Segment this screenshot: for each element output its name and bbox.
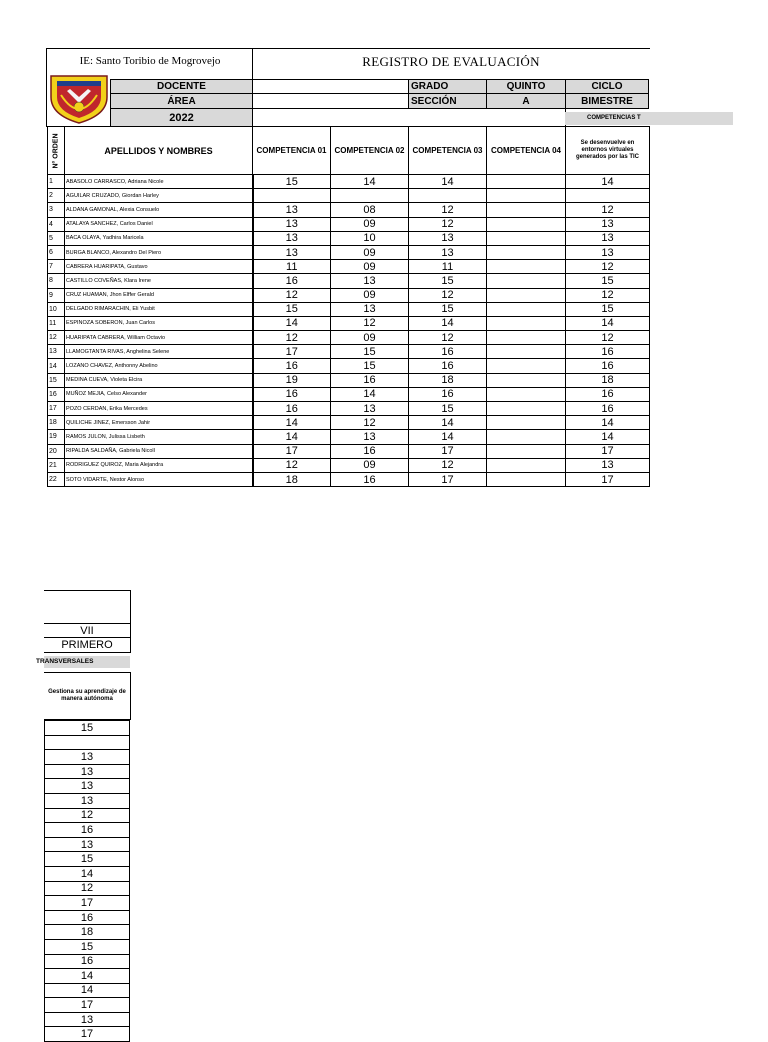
grade-autonomo[interactable]: 13 <box>45 1012 130 1027</box>
page-title: REGISTRO DE EVALUACIÓN <box>362 54 540 69</box>
grade-competencia-01[interactable]: 18 <box>253 472 331 486</box>
grade-competencia-01[interactable]: 19 <box>253 373 331 387</box>
grade-competencia-04[interactable] <box>487 331 566 345</box>
grade-autonomo[interactable]: 13 <box>45 837 130 852</box>
area-label: ÁREA <box>110 93 253 109</box>
grade-tic[interactable]: 15 <box>566 274 650 288</box>
row-number: 4 <box>48 217 65 231</box>
grade-competencia-02[interactable]: 09 <box>331 331 409 345</box>
grade-competencia-04[interactable] <box>487 288 566 302</box>
grade-competencia-02[interactable]: 09 <box>331 458 409 472</box>
student-row <box>48 302 650 316</box>
grade-tic[interactable]: 14 <box>566 416 650 430</box>
grade-competencia-03[interactable]: 15 <box>409 302 487 316</box>
comp3-header: COMPETENCIA 03 <box>409 127 487 175</box>
row-number: 6 <box>48 245 65 259</box>
student-row <box>48 416 650 430</box>
grade-tic[interactable]: 16 <box>566 402 650 416</box>
student-row <box>48 472 650 486</box>
grade-competencia-03[interactable]: 13 <box>409 245 487 259</box>
grade-competencia-02[interactable]: 09 <box>331 260 409 274</box>
grade-competencia-02[interactable]: 13 <box>331 302 409 316</box>
grade-autonomo[interactable]: 12 <box>45 881 130 896</box>
grade-tic[interactable]: 12 <box>566 331 650 345</box>
grade-autonomo[interactable]: 13 <box>45 793 130 808</box>
order-header-text: N° ORDEN <box>52 132 60 169</box>
grade-competencia-03[interactable]: 12 <box>409 203 487 217</box>
autonomo-row <box>45 808 130 823</box>
student-name: RODRIGUEZ QUIROZ, Maria Alejandra <box>65 458 253 472</box>
autonomo-row <box>45 823 130 838</box>
grade-competencia-03[interactable]: 12 <box>409 288 487 302</box>
grade-competencia-03[interactable]: 11 <box>409 260 487 274</box>
row-number: 8 <box>48 274 65 288</box>
grade-competencia-04[interactable] <box>487 430 566 444</box>
grade-competencia-04[interactable] <box>487 444 566 458</box>
grade-competencia-03[interactable]: 17 <box>409 472 487 486</box>
row-number: 13 <box>48 345 65 359</box>
grade-tic[interactable]: 13 <box>566 231 650 245</box>
grade-autonomo[interactable]: 17 <box>45 1027 130 1042</box>
student-row <box>48 316 650 330</box>
autonomo-row <box>45 721 130 736</box>
grade-tic[interactable]: 14 <box>566 175 650 189</box>
autonomo-row <box>45 954 130 969</box>
grade-competencia-03[interactable]: 16 <box>409 387 487 401</box>
school-crest-icon <box>48 73 110 125</box>
grade-tic[interactable]: 16 <box>566 345 650 359</box>
grade-competencia-01[interactable]: 13 <box>253 231 331 245</box>
grade-autonomo[interactable]: 13 <box>45 779 130 794</box>
autonomo-values-table <box>44 720 130 1042</box>
grade-tic[interactable]: 17 <box>566 472 650 486</box>
student-name: BACA OLAYA, Yadhira Maricela <box>65 231 253 245</box>
grade-autonomo[interactable]: 12 <box>45 808 130 823</box>
grade-competencia-03[interactable]: 14 <box>409 175 487 189</box>
row-number: 3 <box>48 203 65 217</box>
autonomo-row <box>45 881 130 896</box>
grade-competencia-04[interactable] <box>487 416 566 430</box>
ciclo-label: CICLO <box>565 79 649 94</box>
grade-competencia-04[interactable] <box>487 217 566 231</box>
grade-competencia-04[interactable] <box>487 302 566 316</box>
row-number: 2 <box>48 189 65 203</box>
student-name: POZO CERDAN, Erika Mercedes <box>65 402 253 416</box>
student-row <box>48 217 650 231</box>
autonomo-row <box>45 910 130 925</box>
grade-tic[interactable]: 16 <box>566 359 650 373</box>
grade-competencia-02[interactable]: 15 <box>331 359 409 373</box>
name-header: APELLIDOS Y NOMBRES <box>65 127 253 175</box>
row-number: 1 <box>48 175 65 189</box>
grade-competencia-02[interactable]: 09 <box>331 217 409 231</box>
area-field[interactable] <box>252 93 409 109</box>
autonomo-header-text: Gestiona su aprendizaje de manera autónoma <box>48 689 126 702</box>
grade-competencia-02[interactable]: 16 <box>331 373 409 387</box>
institution-name: IE: Santo Toribio de Mogrovejo <box>79 55 221 67</box>
grade-tic[interactable]: 18 <box>566 373 650 387</box>
student-name: HUARIPATA CABRERA, William Octavio <box>65 331 253 345</box>
grade-competencia-04[interactable] <box>487 260 566 274</box>
student-name: RIPALDA SALDAÑA, Gabriela Nicoll <box>65 444 253 458</box>
grade-competencia-02[interactable]: 09 <box>331 245 409 259</box>
row-number: 15 <box>48 373 65 387</box>
student-name: RAMOS JULON, Julissa Lisbeth <box>65 430 253 444</box>
row-number: 10 <box>48 302 65 316</box>
grade-competencia-04[interactable] <box>487 402 566 416</box>
grade-tic[interactable]: 12 <box>566 288 650 302</box>
student-row <box>48 189 650 203</box>
grade-competencia-01[interactable]: 16 <box>253 402 331 416</box>
grade-competencia-04[interactable] <box>487 231 566 245</box>
student-row <box>48 274 650 288</box>
student-row <box>48 430 650 444</box>
grade-competencia-02[interactable]: 15 <box>331 345 409 359</box>
grade-autonomo[interactable]: 14 <box>45 866 130 881</box>
student-name: MEDINA CUEVA, Violeta Elcira <box>65 373 253 387</box>
grade-competencia-04[interactable] <box>487 472 566 486</box>
grade-competencia-02[interactable]: 16 <box>331 472 409 486</box>
row-number: 5 <box>48 231 65 245</box>
grade-autonomo[interactable]: 15 <box>45 852 130 867</box>
grade-competencia-04[interactable] <box>487 359 566 373</box>
grade-competencia-03[interactable]: 16 <box>409 359 487 373</box>
row-number: 18 <box>48 416 65 430</box>
grade-competencia-02[interactable]: 13 <box>331 274 409 288</box>
row-number: 22 <box>48 472 65 486</box>
autonomo-row <box>45 779 130 794</box>
autonomo-row <box>45 735 130 750</box>
grade-competencia-03[interactable]: 14 <box>409 316 487 330</box>
student-row <box>48 458 650 472</box>
student-row <box>48 175 650 189</box>
grade-competencia-02[interactable]: 13 <box>331 402 409 416</box>
grade-competencia-03[interactable]: 18 <box>409 373 487 387</box>
grade-competencia-04[interactable] <box>487 373 566 387</box>
grade-competencia-02[interactable]: 10 <box>331 231 409 245</box>
grade-autonomo[interactable]: 17 <box>45 896 130 911</box>
grade-competencia-01[interactable]: 16 <box>253 274 331 288</box>
autonomo-row <box>45 1012 130 1027</box>
grade-competencia-04[interactable] <box>487 175 566 189</box>
year-label: 2022 <box>110 108 253 127</box>
student-name: SOTO VIDARTE, Nestor Alonso <box>65 472 253 486</box>
grade-competencia-04[interactable] <box>487 189 566 203</box>
autonomo-row <box>45 1027 130 1042</box>
grade-competencia-01[interactable]: 17 <box>253 345 331 359</box>
school-logo <box>48 73 110 125</box>
grade-autonomo[interactable]: 17 <box>45 998 130 1013</box>
evaluation-table <box>47 126 650 487</box>
competencias-transversales-label: COMPETENCIAS T <box>587 115 641 121</box>
grade-autonomo[interactable]: 16 <box>45 954 130 969</box>
year-row-field <box>252 108 566 127</box>
grade-competencia-04[interactable] <box>487 203 566 217</box>
grade-competencia-01[interactable]: 15 <box>253 175 331 189</box>
student-row <box>48 245 650 259</box>
grade-autonomo[interactable]: 16 <box>45 910 130 925</box>
grade-competencia-02[interactable]: 14 <box>331 387 409 401</box>
student-row <box>48 373 650 387</box>
grade-tic[interactable]: 14 <box>566 316 650 330</box>
grade-competencia-03[interactable]: 12 <box>409 458 487 472</box>
autonomo-row <box>45 750 130 765</box>
student-name: ESPINOZA SOBERON, Juan Carlos <box>65 316 253 330</box>
autonomo-row <box>45 793 130 808</box>
grade-competencia-02[interactable]: 12 <box>331 416 409 430</box>
grade-competencia-01[interactable]: 13 <box>253 245 331 259</box>
grade-competencia-02[interactable]: 13 <box>331 430 409 444</box>
row-number: 11 <box>48 316 65 330</box>
student-row <box>48 203 650 217</box>
comp2-header: COMPETENCIA 02 <box>331 127 409 175</box>
grade-competencia-03[interactable]: 16 <box>409 345 487 359</box>
student-name: AGUILAR CRUZADO, Giordan Harley <box>65 189 253 203</box>
autonomo-row <box>45 998 130 1013</box>
grade-competencia-01[interactable]: 14 <box>253 416 331 430</box>
row-number: 17 <box>48 402 65 416</box>
order-header <box>48 127 65 175</box>
student-name: MUÑOZ MEJIA, Celso Alexander <box>65 387 253 401</box>
student-name: QUILICHE JINEZ, Emersson Jahir <box>65 416 253 430</box>
grade-autonomo[interactable]: 14 <box>45 969 130 984</box>
grade-competencia-02[interactable] <box>331 189 409 203</box>
grade-autonomo[interactable]: 13 <box>45 750 130 765</box>
grade-tic[interactable]: 12 <box>566 260 650 274</box>
bimestre-label: BIMESTRE <box>565 93 649 109</box>
autonomo-row <box>45 764 130 779</box>
grade-competencia-01[interactable]: 12 <box>253 331 331 345</box>
bimestre-value: PRIMERO <box>44 637 131 653</box>
grade-competencia-01[interactable]: 11 <box>253 260 331 274</box>
grade-autonomo[interactable]: 13 <box>45 764 130 779</box>
page2-frame <box>44 590 131 624</box>
grade-competencia-01[interactable]: 17 <box>253 444 331 458</box>
student-name: LLAMOGTANTA RIVAS, Anghelina Selene <box>65 345 253 359</box>
student-row <box>48 359 650 373</box>
grade-tic[interactable]: 17 <box>566 444 650 458</box>
grade-competencia-02[interactable]: 09 <box>331 288 409 302</box>
grade-competencia-01[interactable]: 16 <box>253 359 331 373</box>
grade-competencia-02[interactable]: 08 <box>331 203 409 217</box>
grade-competencia-04[interactable] <box>487 245 566 259</box>
grade-competencia-03[interactable]: 12 <box>409 331 487 345</box>
grade-competencia-04[interactable] <box>487 316 566 330</box>
student-row <box>48 402 650 416</box>
grade-competencia-01[interactable]: 16 <box>253 387 331 401</box>
grado-value: QUINTO <box>486 79 566 94</box>
student-row <box>48 444 650 458</box>
student-name: ABASOLO CARRASCO, Adriana Nicole <box>65 175 253 189</box>
grade-autonomo[interactable]: 16 <box>45 823 130 838</box>
grade-competencia-01[interactable]: 12 <box>253 288 331 302</box>
row-number: 9 <box>48 288 65 302</box>
grade-autonomo[interactable]: 18 <box>45 925 130 940</box>
grade-autonomo[interactable]: 15 <box>45 721 130 736</box>
row-number: 21 <box>48 458 65 472</box>
grade-competencia-01[interactable]: 13 <box>253 217 331 231</box>
grade-competencia-01[interactable] <box>253 189 331 203</box>
grade-tic[interactable]: 16 <box>566 387 650 401</box>
row-number: 20 <box>48 444 65 458</box>
grade-autonomo[interactable] <box>45 735 130 750</box>
grade-competencia-03[interactable]: 14 <box>409 430 487 444</box>
row-number: 16 <box>48 387 65 401</box>
grade-competencia-04[interactable] <box>487 458 566 472</box>
grado-label: GRADO <box>408 79 487 94</box>
grade-autonomo[interactable]: 14 <box>45 983 130 998</box>
grade-competencia-01[interactable]: 14 <box>253 316 331 330</box>
student-row <box>48 260 650 274</box>
seccion-label: SECCIÓN <box>408 93 487 109</box>
grade-tic[interactable]: 14 <box>566 430 650 444</box>
comp4-header: COMPETENCIA 04 <box>487 127 566 175</box>
grade-competencia-04[interactable] <box>487 387 566 401</box>
grade-competencia-04[interactable] <box>487 345 566 359</box>
ciclo-value: VII <box>44 623 131 638</box>
grade-autonomo[interactable]: 15 <box>45 939 130 954</box>
grade-tic[interactable]: 13 <box>566 458 650 472</box>
student-name: BURGA BLANCO, Alexandro Del Piero <box>65 245 253 259</box>
grade-tic[interactable]: 12 <box>566 203 650 217</box>
docente-field[interactable] <box>252 79 409 94</box>
student-row <box>48 387 650 401</box>
grade-tic[interactable] <box>566 189 650 203</box>
autonomo-row <box>45 939 130 954</box>
grade-competencia-02[interactable]: 14 <box>331 175 409 189</box>
grade-competencia-01[interactable]: 15 <box>253 302 331 316</box>
row-number: 7 <box>48 260 65 274</box>
tic-header: Se desenvuelve en entornos virtuales generados por las TIC <box>566 127 650 175</box>
student-row <box>48 331 650 345</box>
grade-competencia-01[interactable]: 14 <box>253 430 331 444</box>
row-number: 19 <box>48 430 65 444</box>
grade-tic[interactable]: 15 <box>566 302 650 316</box>
grade-competencia-04[interactable] <box>487 274 566 288</box>
comp1-header: COMPETENCIA 01 <box>253 127 331 175</box>
grade-tic[interactable]: 13 <box>566 245 650 259</box>
autonomo-row <box>45 925 130 940</box>
autonomo-row <box>45 969 130 984</box>
grade-competencia-02[interactable]: 12 <box>331 316 409 330</box>
student-row <box>48 288 650 302</box>
grade-competencia-03[interactable]: 15 <box>409 274 487 288</box>
student-row <box>48 231 650 245</box>
grade-tic[interactable]: 13 <box>566 217 650 231</box>
row-number: 12 <box>48 331 65 345</box>
student-name: CASTILLO COVEÑAS, Klara Irene <box>65 274 253 288</box>
student-name: CABRERA HUARIPATA, Gustavo <box>65 260 253 274</box>
student-name: ALDANA GAMONAL, Alexia Consuelo <box>65 203 253 217</box>
student-name: DELGADO RIMARACHIN, Eli Yusbit <box>65 302 253 316</box>
student-name: LOZANO CHAVEZ, Anthonny Abelino <box>65 359 253 373</box>
autonomo-row <box>45 852 130 867</box>
seccion-value: A <box>486 93 566 109</box>
student-name: CRUZ HUAMAN, Jhon Elffer Gerald <box>65 288 253 302</box>
grade-competencia-03[interactable]: 17 <box>409 444 487 458</box>
row-number: 14 <box>48 359 65 373</box>
grade-competencia-03[interactable] <box>409 189 487 203</box>
grade-competencia-01[interactable]: 13 <box>253 203 331 217</box>
transversales-label: TRANSVERSALES <box>36 658 94 665</box>
grade-competencia-03[interactable]: 13 <box>409 231 487 245</box>
autonomo-row <box>45 983 130 998</box>
student-name: ATALAYA SANCHEZ, Carlos Daniel <box>65 217 253 231</box>
grade-competencia-02[interactable]: 16 <box>331 444 409 458</box>
student-row <box>48 345 650 359</box>
grade-competencia-03[interactable]: 14 <box>409 416 487 430</box>
grade-competencia-03[interactable]: 12 <box>409 217 487 231</box>
autonomo-row <box>45 866 130 881</box>
autonomo-row <box>45 837 130 852</box>
autonomo-row <box>45 896 130 911</box>
grade-competencia-01[interactable]: 12 <box>253 458 331 472</box>
docente-label: DOCENTE <box>110 79 253 94</box>
grade-competencia-03[interactable]: 15 <box>409 402 487 416</box>
autonomo-header <box>44 672 131 720</box>
